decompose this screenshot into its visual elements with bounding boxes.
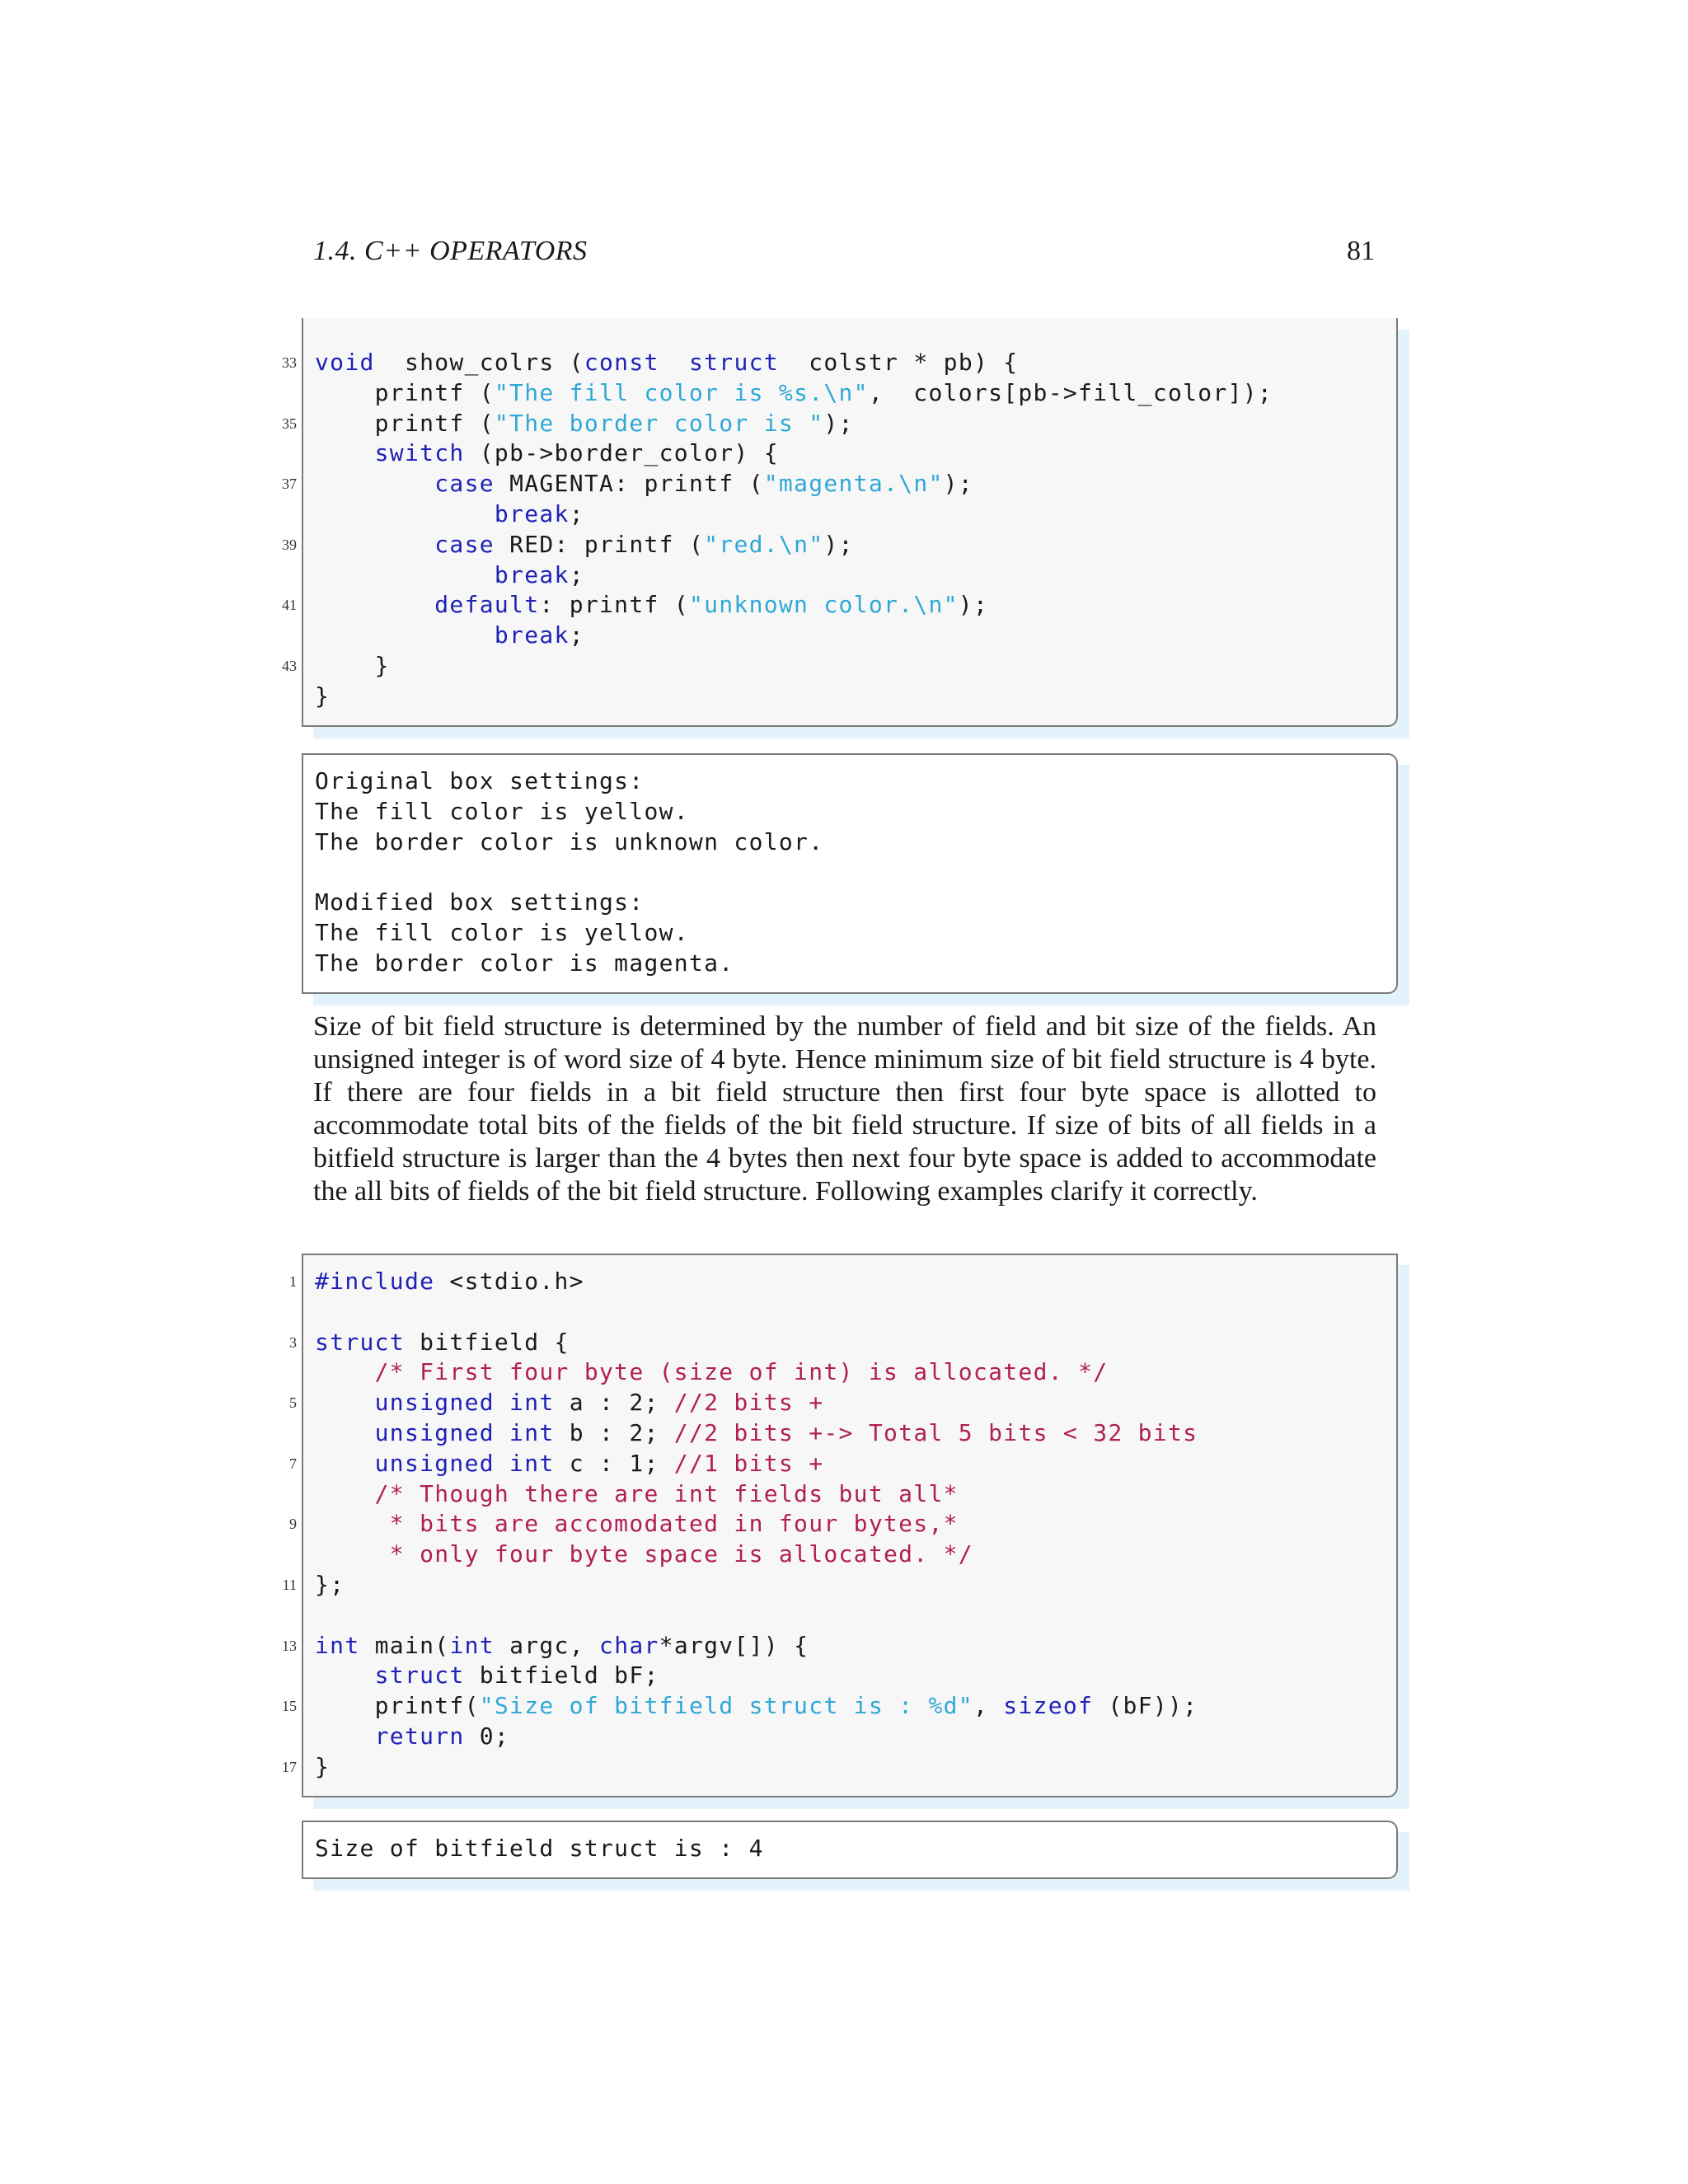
line-number: 35 (282, 415, 297, 432)
code-text: , (973, 1692, 1004, 1720)
code-keyword: default (434, 591, 540, 619)
code-line (315, 1540, 1396, 1570)
code-text (315, 439, 375, 466)
code-text (315, 500, 495, 527)
code-text (315, 591, 434, 618)
code-line (289, 1328, 1396, 1358)
code-text: : printf ( (539, 591, 689, 619)
code-text: bitfield bF; (464, 1661, 659, 1690)
line-number: 17 (282, 1758, 297, 1775)
running-header-title: 1.4. C++ OPERATORS (313, 236, 588, 266)
code-text (315, 1722, 375, 1750)
line-number: 13 (282, 1637, 297, 1654)
code-listing-show-colrs (282, 318, 1398, 727)
line-number: 39 (282, 536, 297, 553)
code-text: show_colrs ( (374, 349, 584, 376)
code-line (289, 1267, 1396, 1297)
code-text: } (315, 651, 390, 679)
code-keyword: unsigned int (374, 1418, 555, 1446)
code-text: a : 2; (554, 1389, 674, 1417)
code-keyword: break (494, 621, 570, 649)
code-keyword: return (374, 1722, 465, 1750)
output-box (302, 1821, 1398, 1879)
code-line (315, 1418, 1396, 1449)
page-number: 81 (1347, 236, 1375, 266)
output-line: Modified box settings: (315, 888, 645, 916)
code-line (282, 469, 1396, 499)
output-line: Original box settings: (315, 767, 645, 794)
code-line (282, 1691, 1396, 1722)
output-line: The fill color is yellow. (315, 797, 689, 825)
code-text: MAGENTA: printf ( (494, 470, 764, 498)
code-text: printf( (315, 1692, 480, 1720)
code-text: (pb->border_color) { (464, 439, 779, 467)
code-text: ); (823, 409, 854, 437)
code-string: "unknown color.\n" (688, 591, 959, 619)
code-keyword: struct (374, 1661, 465, 1690)
output-box-2 (302, 1821, 1398, 1879)
code-keyword: break (494, 499, 570, 527)
code-text (315, 1540, 390, 1568)
code-text: bitfield { (404, 1328, 570, 1356)
code-string: "Size of bitfield struct is : %d" (479, 1692, 973, 1720)
code-comment: /* Though there are int fields but all* (374, 1479, 959, 1507)
code-line (289, 1449, 1396, 1479)
line-number: 33 (282, 354, 297, 371)
code-line (289, 1388, 1396, 1418)
code-text: ); (823, 530, 854, 558)
code-text (315, 1480, 375, 1507)
code-line (315, 1297, 1396, 1328)
code-string: "red.\n" (704, 530, 824, 558)
code-string: "The fill color is %s.\n" (494, 378, 869, 406)
code-text: *argv[]) { (659, 1631, 809, 1659)
line-number: 5 (289, 1394, 297, 1412)
code-line (282, 590, 1396, 621)
code-text (315, 531, 434, 558)
code-line (315, 1357, 1396, 1388)
code-line (315, 499, 1396, 530)
code-string: "The border color is " (494, 409, 824, 437)
body-paragraph: Size of bit field structure is determined by the number of field and bit size of the fields. An unsigned integer is of word size of 4 byte. Hence minimum size of bit field structure is 4 byte. If there are four fields in a bit field structure then first four byte space is allotted to accommodate total bits of the fields of the bit field structure. If size of bits of all fields in a bitfield structure is larger than the 4 bytes then next four byte space is added to accommodate the all bits of fields of the bit field structure. Following examples clarify it correctly. (313, 1011, 1376, 1207)
code-keyword: break (494, 560, 570, 588)
code-listing-box (282, 318, 1398, 727)
code-text: argc, (494, 1631, 600, 1659)
code-text (315, 621, 495, 649)
code-line (315, 1661, 1396, 1691)
code-line (282, 1570, 1396, 1601)
line-number: 7 (289, 1455, 297, 1472)
code-text (315, 470, 434, 497)
code-text (315, 1661, 375, 1689)
code-listing-box (282, 1254, 1398, 1797)
line-number: 41 (282, 597, 297, 614)
code-text (659, 349, 689, 376)
code-text: (bF)); (1093, 1692, 1198, 1720)
code-line (315, 378, 1396, 409)
code-keyword: unsigned int (374, 1389, 555, 1417)
code-comment: //2 bits +-> Total 5 bits < 32 bits (673, 1418, 1198, 1446)
code-keyword: struct (688, 349, 779, 376)
output-line (315, 857, 1396, 888)
code-text: }; (315, 1570, 345, 1598)
code-text: , colors[pb->fill_color]); (868, 378, 1273, 406)
code-text: RED: printf ( (494, 530, 705, 558)
code-text: colstr * pb) { (778, 349, 1019, 376)
output-line: Size of bitfield struct is : 4 (315, 1835, 764, 1862)
code-string: "magenta.\n" (763, 470, 944, 498)
code-text: c : 1; (554, 1449, 674, 1477)
code-line (315, 621, 1396, 651)
code-keyword: const (584, 349, 659, 376)
code-text (315, 1389, 375, 1416)
code-line (282, 1752, 1396, 1783)
code-comment: * bits are accomodated in four bytes,* (389, 1510, 959, 1538)
code-keyword: switch (374, 439, 465, 467)
code-text: } (315, 682, 331, 710)
code-text: ; (569, 499, 584, 527)
code-text (315, 561, 495, 588)
code-comment: //2 bits + (673, 1389, 824, 1417)
code-line (282, 651, 1396, 682)
code-text: ); (943, 470, 973, 498)
code-listing-bitfield (282, 1254, 1398, 1797)
code-keyword: int (315, 1631, 360, 1659)
code-text: ; (569, 621, 584, 649)
code-keyword: struct (315, 1328, 405, 1356)
code-text: ); (958, 591, 989, 619)
code-line (282, 348, 1396, 378)
code-line (315, 1479, 1396, 1510)
output-line: The border color is unknown color. (315, 827, 824, 855)
line-number: 43 (282, 657, 297, 674)
output-box (302, 753, 1398, 994)
code-line (315, 1722, 1396, 1752)
code-text: printf ( (315, 409, 495, 437)
output-box-1 (302, 753, 1398, 994)
code-text (315, 1419, 375, 1446)
code-text: 0; (464, 1722, 510, 1750)
line-number: 3 (289, 1333, 297, 1351)
code-comment: * only four byte space is allocated. */ (389, 1540, 973, 1568)
code-line (282, 530, 1396, 560)
line-number: 9 (289, 1516, 297, 1533)
code-keyword: int (449, 1631, 495, 1659)
code-comment: //1 bits + (673, 1449, 824, 1477)
code-line (315, 438, 1396, 469)
code-text: <stdio.h> (434, 1268, 584, 1295)
code-comment: /* First four byte (size of int) is allocated. */ (374, 1358, 1109, 1386)
code-keyword: char (599, 1631, 659, 1659)
output-line: The border color is magenta. (315, 949, 734, 977)
code-keyword: unsigned int (374, 1449, 555, 1477)
code-line (282, 1631, 1396, 1661)
code-keyword: #include (315, 1268, 435, 1295)
code-text: main( (359, 1631, 450, 1659)
code-text: ; (569, 560, 584, 588)
output-line: The fill color is yellow. (315, 918, 689, 946)
code-line (289, 1509, 1396, 1540)
code-text: printf ( (315, 378, 495, 406)
code-line (315, 560, 1396, 591)
line-number: 1 (289, 1273, 297, 1290)
code-line (282, 409, 1396, 439)
code-line (315, 1601, 1396, 1631)
code-text: b : 2; (554, 1418, 674, 1446)
code-text: } (315, 1752, 331, 1780)
code-line (315, 682, 1396, 712)
code-text (315, 1510, 390, 1537)
code-text (315, 1358, 375, 1385)
code-text (315, 1450, 375, 1477)
code-keyword: sizeof (1003, 1692, 1094, 1720)
line-number: 37 (282, 476, 297, 493)
line-number: 15 (282, 1698, 297, 1715)
code-keyword: case (434, 530, 495, 558)
code-keyword: case (434, 470, 495, 498)
code-keyword: void (315, 349, 375, 376)
line-number: 11 (282, 1576, 297, 1593)
